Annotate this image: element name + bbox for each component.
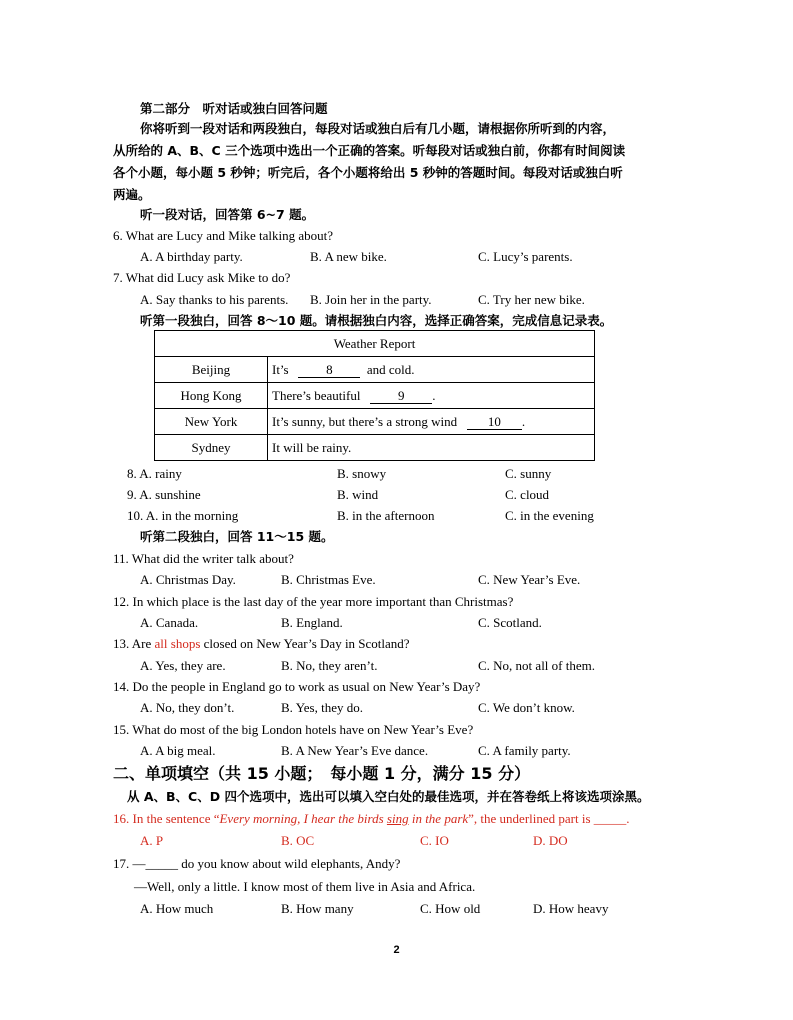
q12-stem: 12. In which place is the last day of the year more important than Christmas? <box>113 594 514 609</box>
dialog-header: 听一段对话，回答第 6~7 题。 <box>140 207 315 222</box>
table-row <box>155 409 595 435</box>
city-cell: Beijing <box>155 357 268 383</box>
weather-cell: It’s sunny, but there’s a strong wind 10 . <box>268 409 595 435</box>
q8-option-b: B. snowy <box>337 466 387 481</box>
q12-option-a: A. Canada. <box>140 615 199 630</box>
q17-option-d: D. How heavy <box>533 901 609 916</box>
q7-option-b: B. Join her in the party. <box>310 292 432 307</box>
q10-option-b: B. in the afternoon <box>337 508 435 523</box>
q16-option-d: D. DO <box>533 833 568 848</box>
table-row <box>155 435 595 461</box>
q6-option-a: A. A birthday party. <box>140 249 243 264</box>
weather-report-table <box>154 330 595 461</box>
table-title: Weather Report <box>155 331 595 357</box>
q8-option-a: 8. A. rainy <box>127 466 182 481</box>
q12-option-b: B. England. <box>281 615 343 630</box>
q13-option-a: A. Yes, they are. <box>140 658 226 673</box>
q11-option-a: A. Christmas Day. <box>140 572 236 587</box>
q9-option-c: C. cloud <box>505 487 550 502</box>
q13-highlight: all shops <box>154 636 201 651</box>
q16-option-a: A. P <box>140 833 164 848</box>
weather-cell: There’s beautiful 9 . <box>268 383 595 409</box>
q13-option-c: C. No, not all of them. <box>478 658 595 673</box>
monologue2-header: 听第二段独白，回答 11～15 题。 <box>140 529 334 544</box>
q15-option-a: A. A big meal. <box>140 743 216 758</box>
q14-option-c: C. We don’t know. <box>478 700 575 715</box>
q16-option-b: B. OC <box>281 833 315 848</box>
q16-underlined-word: sing <box>386 811 409 826</box>
q8-option-c: C. sunny <box>505 466 552 481</box>
weather-cell: It will be rainy. <box>268 435 595 461</box>
q17-option-c: C. How old <box>420 901 481 916</box>
section2-title: 二、单项填空（共 15 小题； 每小题 1 分，满分 15 分） <box>113 764 531 783</box>
q13-option-b: B. No, they aren’t. <box>281 658 378 673</box>
q6-stem: 6. What are Lucy and Mike talking about? <box>113 228 333 243</box>
q11-option-c: C. New Year’s Eve. <box>478 572 581 587</box>
part2-instructions-line4: 两遍。 <box>113 187 151 202</box>
part2-title: 第二部分 听对话或独白回答问题 <box>140 101 328 116</box>
city-cell: New York <box>155 409 268 435</box>
q17-reply: —Well, only a little. I know most of them live in Asia and Africa. <box>134 879 476 894</box>
q7-stem: 7. What did Lucy ask Mike to do? <box>113 270 291 285</box>
q10-option-c: C. in the evening <box>505 508 594 523</box>
table-row <box>155 357 595 383</box>
q7-option-c: C. Try her new bike. <box>478 292 585 307</box>
q12-option-c: C. Scotland. <box>478 615 542 630</box>
q11-option-b: B. Christmas Eve. <box>281 572 376 587</box>
q17-option-a: A. How much <box>140 901 214 916</box>
q15-option-c: C. A family party. <box>478 743 571 758</box>
q15-option-b: B. A New Year’s Eve dance. <box>281 743 429 758</box>
page-number: 2 <box>393 944 400 956</box>
q14-stem: 14. Do the people in England go to work as usual on New Year’s Day? <box>113 679 481 694</box>
part2-instructions-line2: 从所给的 A、B、C 三个选项中选出一个正确的答案。听每段对话或独白前，你都有时间阅读 <box>113 143 626 158</box>
city-cell: Sydney <box>155 435 268 461</box>
q17-stem: 17. —_____ do you know about wild elephants, Andy? <box>113 856 401 871</box>
q7-option-a: A. Say thanks to his parents. <box>140 292 289 307</box>
q9-option-a: 9. A. sunshine <box>127 487 201 502</box>
q13-stem: 13. Are all shops closed on New Year’s Day in Scotland? <box>113 636 410 651</box>
q10-option-a: 10. A. in the morning <box>127 508 239 523</box>
blank-10: 10 <box>467 415 522 430</box>
part2-instructions-line1: 你将听到一段对话和两段独白，每段对话或独白后有几小题，请根据你所听到的内容， <box>140 121 616 136</box>
table-header-row <box>155 331 595 357</box>
section2-instructions: 从 A、B、C、D 四个选项中，选出可以填入空白处的最佳选项，并在答卷纸上将该选项涂黑。 <box>127 789 650 804</box>
q16-stem: 16. In the sentence “Every morning, I hear the birds sing in the park”, the underlined part is _____. <box>113 811 630 826</box>
part2-instructions-line3: 各个小题，每小题 5 秒钟；听完后，各个小题将给出 5 秒钟的答题时间。每段对话或独白听 <box>113 165 623 180</box>
q6-option-c: C. Lucy’s parents. <box>478 249 573 264</box>
q14-option-b: B. Yes, they do. <box>281 700 363 715</box>
q16-option-c: C. IO <box>420 833 449 848</box>
q14-option-a: A. No, they don’t. <box>140 700 235 715</box>
city-cell: Hong Kong <box>155 383 268 409</box>
q9-option-b: B. wind <box>337 487 379 502</box>
blank-9: 9 <box>370 389 432 404</box>
blank-8: 8 <box>298 363 360 378</box>
q17-option-b: B. How many <box>281 901 354 916</box>
q11-stem: 11. What did the writer talk about? <box>113 551 294 566</box>
monologue1-header: 听第一段独白，回答 8～10 题。请根据独白内容，选择正确答案，完成信息记录表。 <box>140 313 613 328</box>
weather-cell: It’s 8 and cold. <box>268 357 595 383</box>
q15-stem: 15. What do most of the big London hotels have on New Year’s Eve? <box>113 722 474 737</box>
q6-option-b: B. A new bike. <box>310 249 387 264</box>
table-row <box>155 383 595 409</box>
